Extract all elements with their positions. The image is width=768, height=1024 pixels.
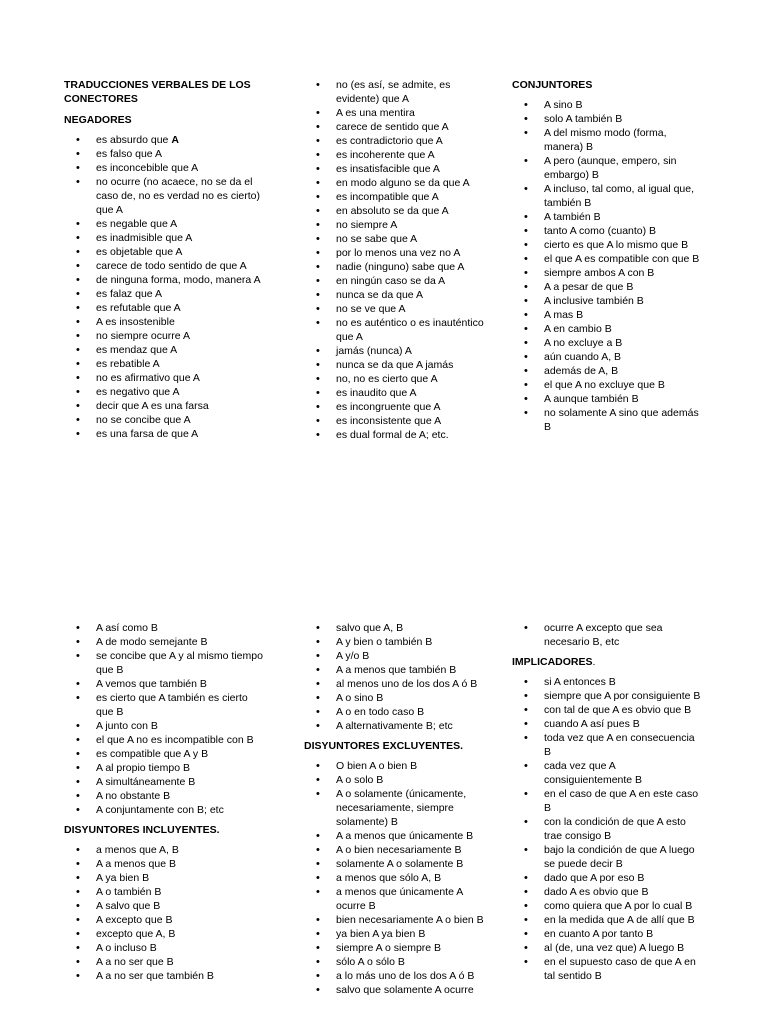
list-item: • a menos que sólo A, B [304, 871, 490, 885]
list-item: • A no obstante B [64, 789, 264, 803]
list-item: • A aunque también B [512, 392, 704, 406]
list-item: • no, no es cierto que A [304, 372, 490, 386]
document-title: TRADUCCIONES VERBALES DE LOS CONECTORES [64, 79, 251, 105]
list-item: • A a no ser que también B [64, 969, 264, 983]
list-item: • es incompatible que A [304, 190, 490, 204]
list-item: • en ningún caso se da A [304, 274, 490, 288]
list-item: • en cuanto A por tanto B [512, 927, 704, 941]
list-item: • sólo A o sólo B [304, 955, 490, 969]
list-item: • a menos que únicamente A ocurre B [304, 885, 490, 913]
list-item: • de ninguna forma, modo, manera A [64, 273, 264, 287]
list-item: • es inconsistente que A [304, 414, 490, 428]
top-column-3 [512, 78, 704, 434]
list-item: • nunca se da que A jamás [304, 358, 490, 372]
list-item: • es objetable que A [64, 245, 264, 259]
list-item: • el que A es compatible con que B [512, 252, 704, 266]
list-item: • A a menos que B [64, 857, 264, 871]
list-item: • A o bien necesariamente B [304, 843, 490, 857]
list-item: • en el caso de que A en este caso B [512, 787, 704, 815]
list-item: • A y bien o también B [304, 635, 490, 649]
list-conjuntores-continued [64, 621, 264, 817]
list-item: • siempre A o siempre B [304, 941, 490, 955]
list-item: • se concibe que A y al mismo tiempo que B [64, 649, 264, 677]
list-item: • es inconcebible que A [64, 161, 264, 175]
list-item: • no siempre ocurre A [64, 329, 264, 343]
list-item: • A es insostenible [64, 315, 264, 329]
list-item: • es cierto que A también es cierto que B [64, 691, 264, 719]
list-item: • salvo que solamente A ocurre [304, 983, 490, 997]
list-item: • salvo que A, B [304, 621, 490, 635]
list-negadores [64, 133, 264, 441]
list-item: • cierto es que A lo mismo que B [512, 238, 704, 252]
list-item: • bajo la condición de que A luego se puede decir B [512, 843, 704, 871]
list-item: • es falso que A [64, 147, 264, 161]
list-implicadores [512, 675, 704, 983]
list-item: • es negativo que A [64, 385, 264, 399]
list-item: • no se ve que A [304, 302, 490, 316]
list-item: • es incongruente que A [304, 400, 490, 414]
list-item: • A también B [512, 210, 704, 224]
list-item: • es falaz que A [64, 287, 264, 301]
list-item: • no ocurre (no acaece, no se da el caso de, no es verdad no es cierto) que A [64, 175, 264, 217]
list-item: • dado que A por eso B [512, 871, 704, 885]
list-item: • el que A no excluye que B [512, 378, 704, 392]
list-item: • con tal de que A es obvio que B [512, 703, 704, 717]
list-item: • toda vez que A en consecuencia B [512, 731, 704, 759]
list-item: • A a menos que también B [304, 663, 490, 677]
list-conjuntores [512, 98, 704, 434]
list-item: • A sino B [512, 98, 704, 112]
list-item: • es contradictorio que A [304, 134, 490, 148]
list-item: • A ya bien B [64, 871, 264, 885]
list-item: • A y/o B [304, 649, 490, 663]
list-item: • A es una mentira [304, 106, 490, 120]
list-item: • solo A también B [512, 112, 704, 126]
list-item: • no (es así, se admite, es evidente) que A [304, 78, 490, 106]
list-item: • A o incluso B [64, 941, 264, 955]
list-item: • además de A, B [512, 364, 704, 378]
list-item: • es absurdo que A [64, 133, 264, 147]
list-item: • A alternativamente B; etc [304, 719, 490, 733]
list-disyuntores-excluyentes [304, 759, 490, 997]
list-item: • en el supuesto caso de que A en tal sentido B [512, 955, 704, 983]
section-heading-disyuntores-excluyentes: DISYUNTORES EXCLUYENTES. [304, 740, 464, 752]
list-item: • dado A es obvio que B [512, 885, 704, 899]
list-item: • es refutable que A [64, 301, 264, 315]
list-item: • si A entonces B [512, 675, 704, 689]
section-heading-conjuntores: CONJUNTORES [512, 79, 593, 91]
top-column-2 [304, 78, 490, 442]
list-item: • siempre ambos A con B [512, 266, 704, 280]
list-item: • A en cambio B [512, 322, 704, 336]
list-item: • A junto con B [64, 719, 264, 733]
implicadores-label: IMPLICADORES [512, 656, 593, 668]
list-item: • A excepto que B [64, 913, 264, 927]
list-item: • aún cuando A, B [512, 350, 704, 364]
list-item: • no siempre A [304, 218, 490, 232]
list-item: • no se concibe que A [64, 413, 264, 427]
list-item: • A o también B [64, 885, 264, 899]
list-item: • A conjuntamente con B; etc [64, 803, 264, 817]
list-item: • O bien A o bien B [304, 759, 490, 773]
list-item: • A salvo que B [64, 899, 264, 913]
list-item: • es compatible que A y B [64, 747, 264, 761]
bottom-column-3 [512, 621, 704, 983]
list-item: • no solamente A sino que además B [512, 406, 704, 434]
list-item: • no se sabe que A [304, 232, 490, 246]
list-item: • en absoluto se da que A [304, 204, 490, 218]
list-item: • nunca se da que A [304, 288, 490, 302]
list-item: • en modo alguno se da que A [304, 176, 490, 190]
list-item: • no es afirmativo que A [64, 371, 264, 385]
list-item: • carece de sentido que A [304, 120, 490, 134]
top-column-1 [64, 78, 264, 441]
list-item: • nadie (ninguno) sabe que A [304, 260, 490, 274]
list-item: • cada vez que A consiguientemente B [512, 759, 704, 787]
list-item: • es inaudito que A [304, 386, 490, 400]
list-item: • es una farsa de que A [64, 427, 264, 441]
list-item: • es incoherente que A [304, 148, 490, 162]
list-item: • A pero (aunque, empero, sin embargo) B [512, 154, 704, 182]
list-item: • con la condición de que A esto trae consigo B [512, 815, 704, 843]
section-heading-implicadores [512, 655, 704, 669]
list-item: • A a menos que únicamente B [304, 829, 490, 843]
section-heading-negadores: NEGADORES [64, 114, 132, 126]
list-item: • siempre que A por consiguiente B [512, 689, 704, 703]
list-item: • carece de todo sentido de que A [64, 259, 264, 273]
list-item: • A de modo semejante B [64, 635, 264, 649]
list-item: • ya bien A ya bien B [304, 927, 490, 941]
list-item: • el que A no es incompatible con B [64, 733, 264, 747]
list-item: • no es auténtico o es inauténtico que A [304, 316, 490, 344]
list-disyuntores-incluyentes-continued [304, 621, 490, 733]
list-item: • es insatisfacible que A [304, 162, 490, 176]
implicadores-period: . [592, 656, 596, 668]
section-heading-disyuntores-incluyentes: DISYUNTORES INCLUYENTES. [64, 824, 220, 836]
list-disyuntores-excluyentes-continued [512, 621, 704, 649]
list-item: • A simultáneamente B [64, 775, 264, 789]
list-disyuntores-incluyentes [64, 843, 264, 983]
list-item: • A al propio tiempo B [64, 761, 264, 775]
bottom-column-2 [304, 621, 490, 997]
list-item: • A o sino B [304, 691, 490, 705]
list-item: • A no excluye a B [512, 336, 704, 350]
list-item: • como quiera que A por lo cual B [512, 899, 704, 913]
list-item: • al (de, una vez que) A luego B [512, 941, 704, 955]
list-item: • decir que A es una farsa [64, 399, 264, 413]
list-item: • tanto A como (cuanto) B [512, 224, 704, 238]
list-item: • A incluso, tal como, al igual que, también B [512, 182, 704, 210]
list-item: • A así como B [64, 621, 264, 635]
list-item: • es dual formal de A; etc. [304, 428, 490, 442]
list-negadores-continued [304, 78, 490, 442]
list-item: • A o solamente (únicamente, necesariamente, siempre solamente) B [304, 787, 490, 829]
list-item: • A a no ser que B [64, 955, 264, 969]
list-item: • A o en todo caso B [304, 705, 490, 719]
list-item: • al menos uno de los dos A ó B [304, 677, 490, 691]
list-item: • A vemos que también B [64, 677, 264, 691]
list-item: • es negable que A [64, 217, 264, 231]
list-item: • en la medida que A de allí que B [512, 913, 704, 927]
list-item: • cuando A así pues B [512, 717, 704, 731]
list-item: • por lo menos una vez no A [304, 246, 490, 260]
list-item: • a menos que A, B [64, 843, 264, 857]
list-item: • A mas B [512, 308, 704, 322]
list-item: • A inclusive también B [512, 294, 704, 308]
list-item: • bien necesariamente A o bien B [304, 913, 490, 927]
list-item: • A del mismo modo (forma, manera) B [512, 126, 704, 154]
list-item: • solamente A o solamente B [304, 857, 490, 871]
list-item: • es rebatible A [64, 357, 264, 371]
list-item: • a lo más uno de los dos A ó B [304, 969, 490, 983]
list-item: • excepto que A, B [64, 927, 264, 941]
list-item: • jamás (nunca) A [304, 344, 490, 358]
list-item: • es mendaz que A [64, 343, 264, 357]
bottom-column-1 [64, 621, 264, 983]
list-item: • ocurre A excepto que sea necesario B, etc [512, 621, 704, 649]
list-item: • es inadmisible que A [64, 231, 264, 245]
list-item: • A o solo B [304, 773, 490, 787]
list-item: • A a pesar de que B [512, 280, 704, 294]
